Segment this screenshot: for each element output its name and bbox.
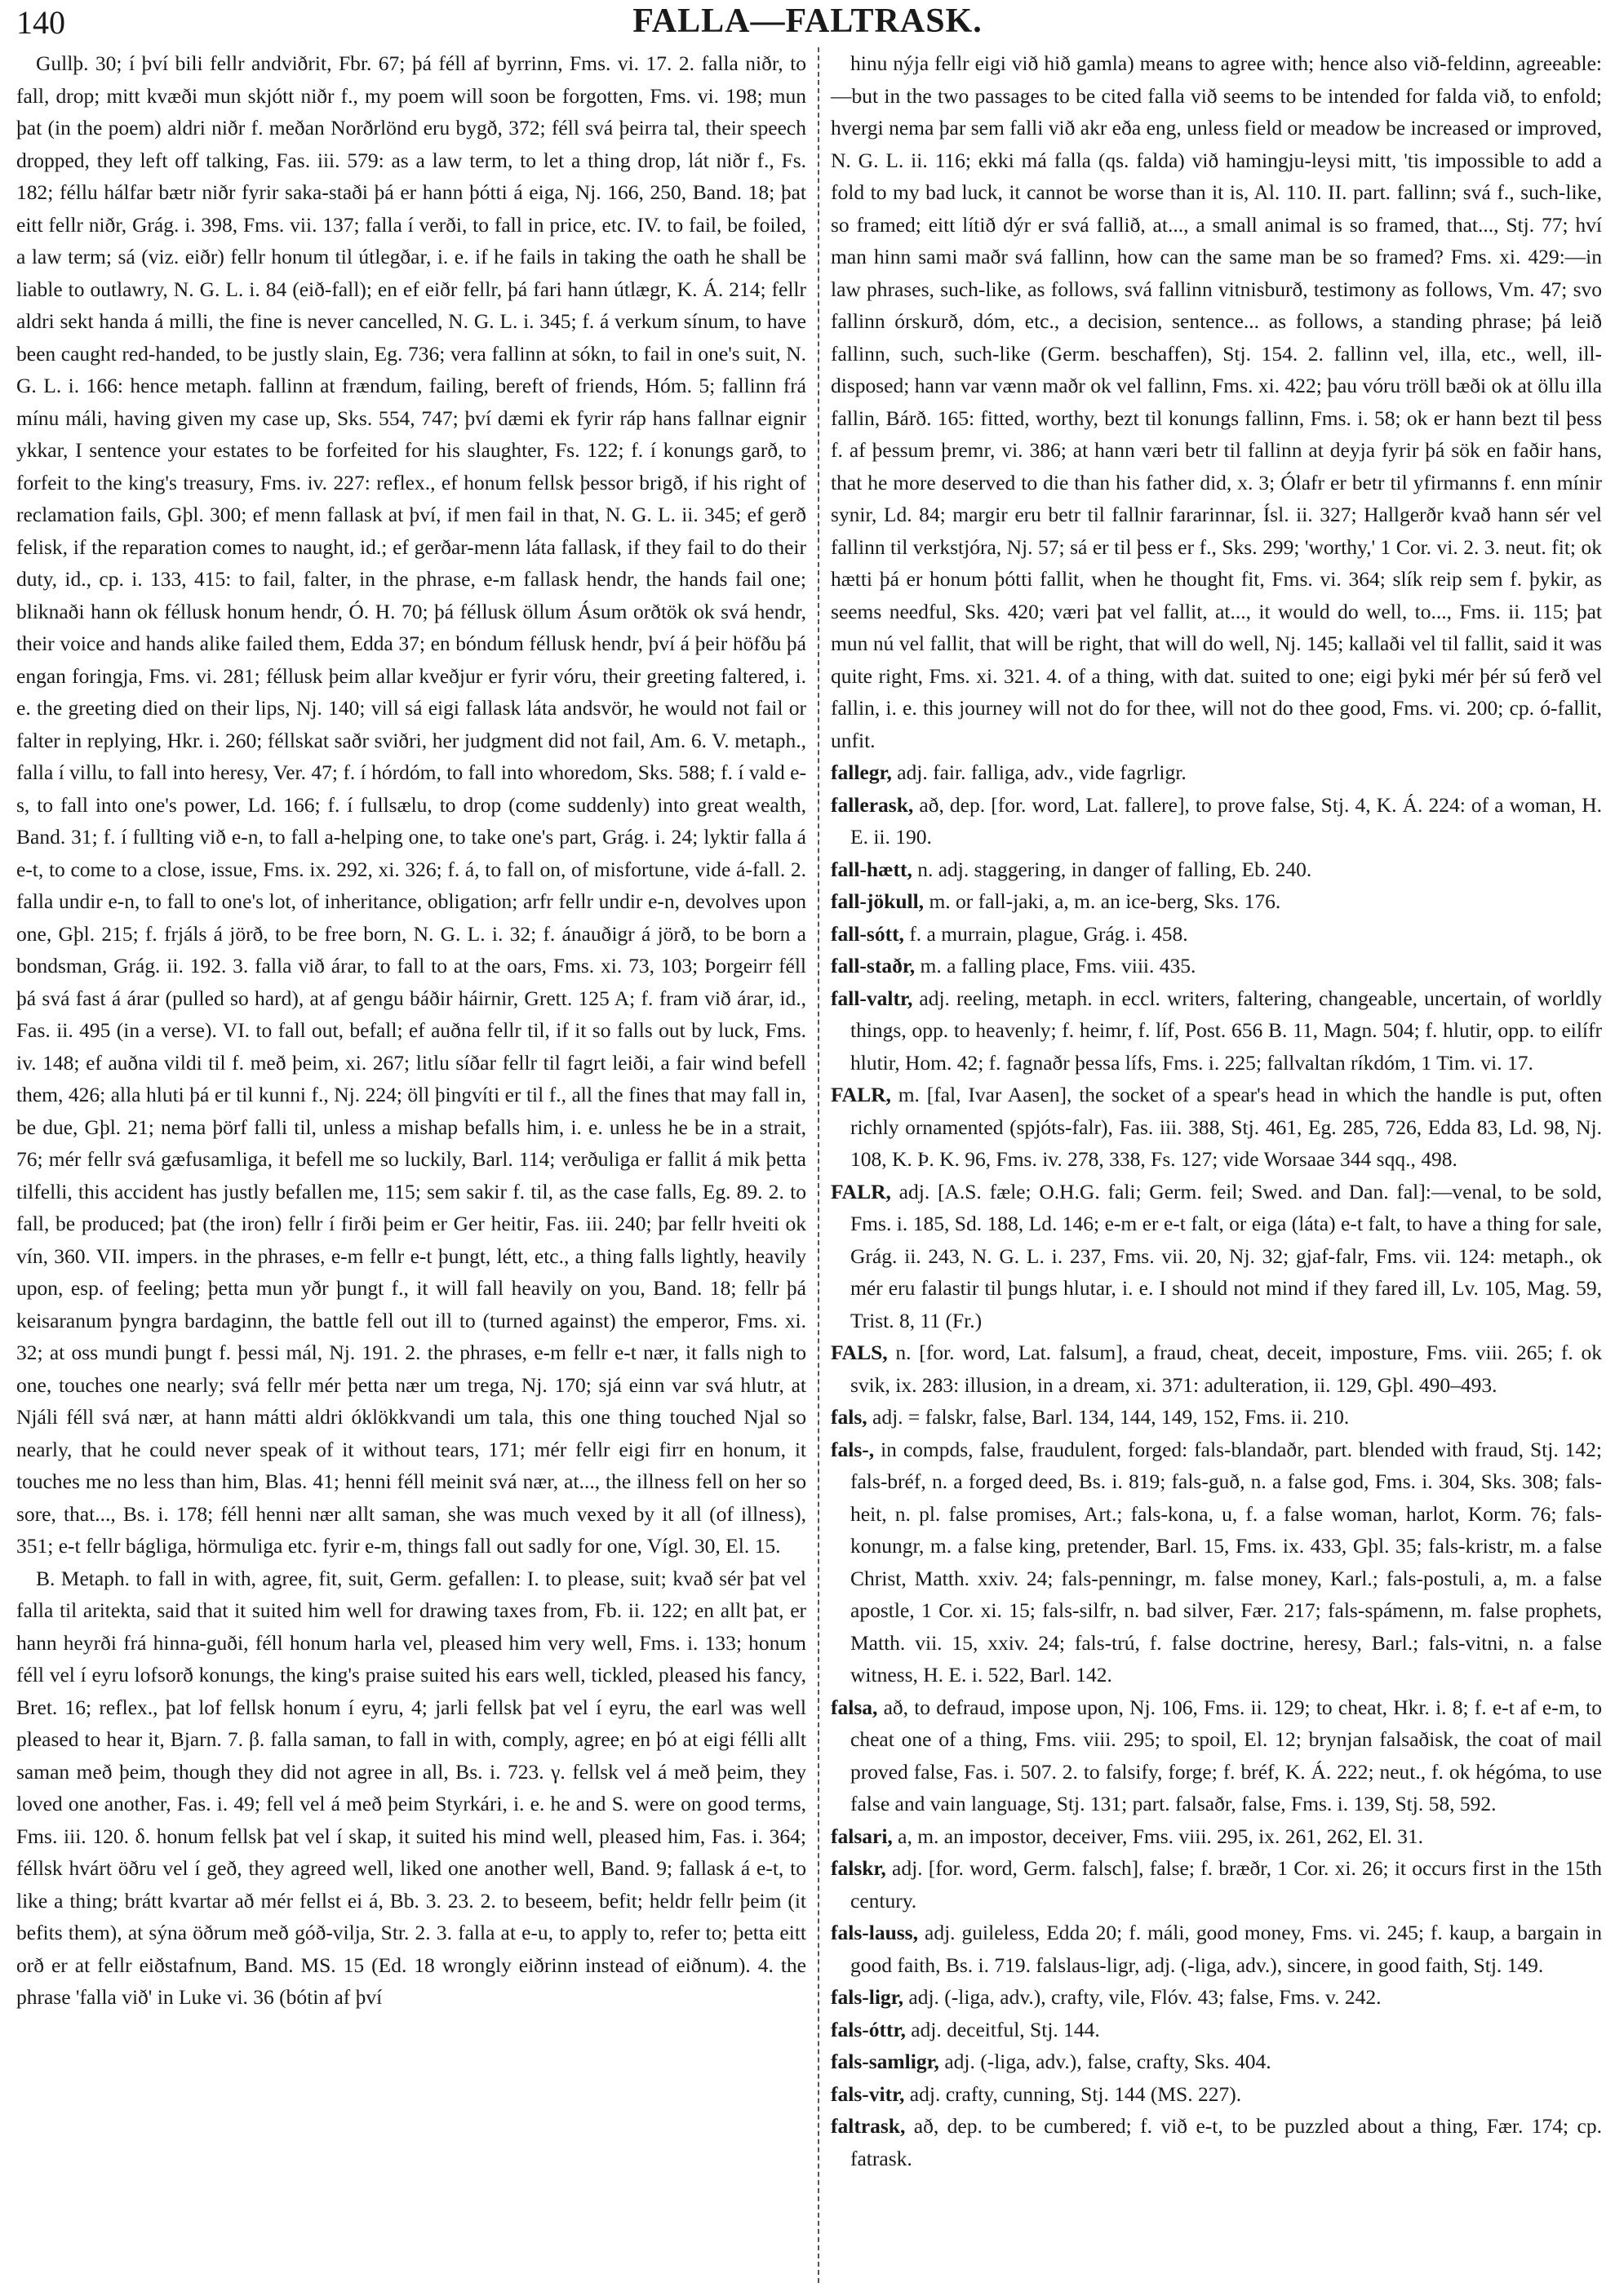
definition: að, dep. to be cumbered; f. við e-t, to be puzzled about a thing, Fær. 174; cp. fatrask. bbox=[850, 2114, 1602, 2170]
headword: falsa, bbox=[831, 1695, 878, 1719]
definition: adj. crafty, cunning, Stj. 144 (MS. 227). bbox=[904, 2081, 1242, 2106]
definition: adj. (-liga, adv.), false, crafty, Sks. 404. bbox=[938, 2050, 1271, 2073]
headword: fals-vitr, bbox=[831, 2081, 905, 2106]
definition: m. [fal, Ivar Aasen], the socket of a spear's head in which the handle is put, often richly ornamented (spjóts-falr), Fas. iii. 388, Stj. 461, Eg. 285, 726, Edda 83, Ld. 98, Nj. 108, K. Þ. K. 96, Fms. iv. 278, 338, Fs. 127; vide Worsaae 344 sqq., 498. bbox=[850, 1083, 1602, 1171]
dictionary-entry bbox=[831, 2046, 1602, 2078]
dictionary-entry bbox=[831, 1917, 1602, 1981]
definition: adj. = falskr, false, Barl. 134, 144, 149, 152, Fms. ii. 210. bbox=[867, 1405, 1350, 1429]
dictionary-entry bbox=[831, 2110, 1602, 2174]
headword: fals-lauss, bbox=[831, 1921, 918, 1944]
headword: FALR, bbox=[831, 1179, 891, 1203]
dictionary-entry bbox=[831, 885, 1602, 918]
definition: að, dep. [for. word, Lat. fallere], to prove false, Stj. 4, K. Á. 224: of a woman, H. E. ii. 190. bbox=[850, 792, 1602, 849]
headword: fall-valtr, bbox=[831, 986, 913, 1010]
dictionary-entry bbox=[831, 950, 1602, 982]
dictionary-entry bbox=[831, 2014, 1602, 2046]
definition: adj. fair. falliga, adv., vide fagrligr. bbox=[891, 760, 1187, 784]
entry-text: B. Metaph. to fall in with, agree, fit, suit, Germ. gefallen: I. to please, suit; kvað sér þat vel falla til aritekta, said that it suited him well for drawing taxes from, Fb. ii. 122; en allt þat, er hann heyrði frá hinna-guði, féll honum harla vel, pleased him very well, Fms. i. 133; honum féll vel í eyru lofsorð konungs, the king's praise suited his ears well, tickled, pleased his fancy, Bret. 16; reflex., þat lof fellsk honum í eyru, 4; jarli fellsk þat vel í eyru, the earl was well pleased to hear it, Bjarn. 7. β. falla saman, to fall in with, comply, agree; en þó at eigi félli allt saman með þeim, though they did not agree in all, Bs. i. 723. γ. fellsk vel á með þeim, they loved one another, Fas. i. 49; fell vel á með þeim Styrkári, i. e. he and S. were on good terms, Fms. iii. 120. δ. honum fellsk þat vel í skap, it suited his mind well, pleased him, Fas. i. 364; féllsk hvárt öðru vel í geð, they agreed well, liked one another well, Band. 9; fallask á e-t, to like a thing; brátt kvartar að mér fellst ei á, Bb. 3. 23. 2. to beseem, befit; heldr fellr þeim (it befits them), at sýna öðrum með góð-vilja, Str. 2. 3. falla at e-u, to apply to, refer to; þetta eitt orð er at fellr eiðstafnum, Band. MS. 15 (Ed. 18 wrongly eiðrinn instead of eiðnum). 4. the phrase 'falla við' in Luke vi. 36 (bótin af því bbox=[16, 1566, 806, 2009]
definition: adj. deceitful, Stj. 144. bbox=[905, 2017, 1100, 2041]
headword: faltrask, bbox=[831, 2114, 906, 2138]
headword: falskr, bbox=[831, 1856, 886, 1880]
dictionary-entry bbox=[831, 1852, 1602, 1917]
headword: fall-sótt, bbox=[831, 921, 904, 946]
headword: fall-staðr, bbox=[831, 954, 916, 977]
dictionary-entry bbox=[831, 1434, 1602, 1691]
definition: n. adj. staggering, in danger of falling, Eb. 240. bbox=[912, 857, 1312, 881]
definition: n. [for. word, Lat. falsum], a fraud, cheat, deceit, imposture, Fms. viii. 265; f. ok svik, ix. 283: illusion, in a dream, xi. 371: adulteration, ii. 129, Gþl. 490–493. bbox=[850, 1341, 1602, 1397]
definition: adj. [A.S. fæle; O.H.G. fali; Germ. feil; Swed. and Dan. fal]:—venal, to be sold, Fms. i. 185, Sd. 188, Ld. 146; e-m er e-t falt, or eiga (láta) e-t falt, to have a thing for sale, Grág. ii. 243, N. G. L. i. 237, Fms. vii. 20, Nj. 32; gjaf-falr, Fms. vii. 124: metaph., ok mér eru falastir til þungs hlutar, i. e. I should not mind if they fared ill, Lv. 105, Mag. 59, Trist. 8, 11 (Fr.) bbox=[850, 1179, 1602, 1332]
headword: fals-, bbox=[831, 1437, 875, 1461]
dictionary-entry bbox=[831, 1176, 1602, 1337]
page-number: 140 bbox=[16, 4, 65, 41]
dictionary-entry bbox=[831, 918, 1602, 951]
dictionary-entry bbox=[831, 1401, 1602, 1434]
right-column bbox=[831, 47, 1602, 2174]
headword: fall-jökull, bbox=[831, 889, 925, 913]
dictionary-entry bbox=[831, 756, 1602, 789]
entry-list bbox=[831, 756, 1602, 2174]
definition: m. a falling place, Fms. viii. 435. bbox=[915, 954, 1196, 977]
dictionary-entry bbox=[831, 853, 1602, 886]
definition: f. a murrain, plague, Grág. i. 458. bbox=[903, 921, 1188, 946]
definition: að, to defraud, impose upon, Nj. 106, Fms. ii. 129; to cheat, Hkr. i. 8; f. e-t af e-m, to cheat one of a thing, Fms. viii. 295; to spoil, El. 12; brynjan falsaðisk, the coat of mail proved false, Fas. i. 507. 2. to falsify, forge; f. bréf, K. Á. 222; neut., f. ok hégóma, to use false and vain language, Stj. 131; part. falsaðr, false, Fms. i. 139, Stj. 58, 592. bbox=[850, 1695, 1602, 1815]
definition: adj. reeling, metaph. in eccl. writers, faltering, changeable, uncertain, of worldly things, opp. to heavenly; f. heimr, f. líf, Post. 656 B. 11, Magn. 504; f. hlutir, opp. to eilífr hlutir, Hom. 42; f. fagnaðr þessa lífs, Fms. i. 225; fallvaltan ríkdóm, 1 Tim. vi. 17. bbox=[850, 986, 1602, 1075]
definition: adj. guileless, Edda 20; f. máli, good money, Fms. vi. 245; f. kaup, a bargain in good faith, Bs. i. 719. falslaus-ligr, adj. (-liga, adv.), sincere, in good faith, Stj. 149. bbox=[850, 1921, 1602, 1977]
headword: fallegr, bbox=[831, 760, 892, 784]
dictionary-entry bbox=[831, 1079, 1602, 1176]
headword: FALS, bbox=[831, 1341, 888, 1364]
left-column bbox=[16, 47, 806, 2014]
headword: fall-hætt, bbox=[831, 857, 912, 881]
headword: fals, bbox=[831, 1405, 867, 1429]
running-header: FALLA—FALTRASK. bbox=[632, 2, 983, 40]
dictionary-entry bbox=[831, 982, 1602, 1079]
dictionary-entry bbox=[831, 2078, 1602, 2111]
headword: falsari, bbox=[831, 1824, 893, 1848]
entry-text: hinu nýja fellr eigi við hið gamla) means to agree with; hence also við-feldinn, agreeable:—but in the two passages to be cited falla við seems to be intended for falda við, to enfold; hvergi nema þar sem falli við akr eða eng, unless field or meadow be increased or improved, N. G. L. ii. 116; ekki má falla (qs. falda) við hamingju-leysi mitt, 'tis impossible to add a fold to my bad luck, it cannot be worse than it is, Al. 110. II. part. fallinn; svá f., such-like, so framed; eitt lítið dýr er svá fallið, at..., a small animal is so framed, that..., Stj. 77; hví man hinn sami maðr svá fallinn, how can the same man be so framed? Fms. xi. 429:—in law phrases, such-like, as follows, svá fallinn vitnisburð, testimony as follows, Vm. 47; svo fallinn órskurð, dóm, etc., a decision, sentence... as follows, a standing phrase; þá leið fallinn, such, such-like (Germ. beschaffen), Stj. 154. 2. fallinn vel, illa, etc., well, ill-disposed; hann var vænn maðr ok vel fallinn, Fms. xi. 422; þau vóru tröll bæði ok at öllu illa fallin, Bárð. 165: fitted, worthy, bezt til konungs fallinn, Fms. i. 58; ok er hann bezt til þess f. af þessum þremr, vi. 386; at hann væri betr til fallinn at deyja fyrir þá sök en faðir hans, that he more deserved to die than his father did, x. 3; Ólafr er betr til yfirmanns f. enn mínir synir, Ld. 84; margir eru betr til fallnir fararinnar, Ísl. ii. 327; Hallgerðr kvað hann sér vel fallinn til verkstjóra, Nj. 57; sá er til þess er f., Sks. 299; 'worthy,' 1 Cor. vi. 2. 3. neut. fit; ok hætti þá er honum þótti fallit, when he thought fit, Fms. vi. 364; slík reip sem f. þykir, as seems needful, Sks. 420; væri þat vel fallit, at..., it would do well, to..., Fms. ii. 115; þat mun nú vel fallit, that will be right, that will do well, Nj. 145; kallaði vel til fallit, said it was quite right, Fms. xi. 321. 4. of a thing, with dat. suited to one; eigi þyki mér þér sú ferð vel fallin, i. e. this journey will not do for thee, will not do thee good, Fms. vi. 200; cp. ó-fallit, unfit. bbox=[831, 51, 1602, 752]
definition: a, m. an impostor, deceiver, Fms. viii. 295, ix. 261, 262, El. 31. bbox=[892, 1824, 1424, 1848]
definition: m. or fall-jaki, a, m. an ice-berg, Sks. 176. bbox=[924, 889, 1281, 913]
definition: adj. (-liga, adv.), crafty, vile, Flóv. 43; false, Fms. v. 242. bbox=[903, 1985, 1382, 2009]
headword: fals-óttr, bbox=[831, 2017, 906, 2041]
dictionary-entry bbox=[831, 1336, 1602, 1401]
headword: fallerask, bbox=[831, 792, 914, 817]
headword: fals-samligr, bbox=[831, 2050, 939, 2073]
entry-text: Gullþ. 30; í því bili fellr andviðrit, Fbr. 67; þá féll af byrrinn, Fms. vi. 17. 2. falla niðr, to fall, drop; mitt kvæði mun skjótt niðr f., my poem will soon be forgotten, Fms. vi. 198; mun þat (in the poem) aldri niðr f. meðan Norðrlönd eru bygð, 372; féll svá þeirra tal, their speech dropped, they left off talking, Fas. iii. 579: as a law term, to let a thing drop, lát niðr f., Fs. 182; féllu hálfar bætr niðr fyrir saka-staði þá er hann þótti á eiga, Nj. 166, 250, Band. 18; þat eitt fellr niðr, Grág. i. 398, Fms. vii. 137; falla í verði, to fall in price, etc. IV. to fail, be foiled, a law term; sá (viz. eiðr) fellr honum til útlegðar, i. e. if he fails in taking the oath he shall be liable to outlawry, N. G. L. i. 84 (eið-fall); en ef eiðr fellr, þá fari hann útlægr, K. Á. 214; fellr aldri sekt handa á milli, the fine is never cancelled, N. G. L. i. 345; f. á verkum sínum, to have been caught red-handed, to be justly slain, Eg. 736; vera fallinn at sókn, to fail in one's suit, N. G. L. i. 166: hence metaph. fallinn at frændum, failing, bereft of friends, Hóm. 5; fallinn frá mínu máli, having given my case up, Sks. 554, 747; því dæmi ek fyrir ráp hans fallnar eignir ykkar, I sentence your estates to be forfeited for his slaughter, Fs. 122; f. í konungs garð, to forfeit to the king's treasury, Fms. iv. 227: reflex., ef honum fellsk þessor brigð, if his right of reclamation fails, Gþl. 300; ef menn fallask at því, if men fail in that, N. G. L. ii. 345; ef gerð felisk, if the reparation comes to naught, id.; ef gerðar-menn láta fallask, if they fail to do their duty, id., cp. i. 133, 415: to fail, falter, in the phrase, e-m fallask hendr, the hands fail one; bliknaði hann ok féllusk honum hendr, Ó. H. 70; þá féllusk öllum Ásum orðtök ok svá hendr, their voice and hands alike failed them, Edda 37; en bóndum féllusk hendr, því á þeir höfðu þá engan foringja, Fms. vi. 281; féllusk þeim allar kveðjur er fyrir vóru, their greeting faltered, i. e. the greeting died on their lips, Nj. 140; vill sá eigi fallask láta andsvör, he would not fail or falter in replying, Hkr. i. 260; féllskat saðr sviðri, her judgment did not fail, Am. 6. V. metaph., falla í villu, to fall into heresy, Ver. 47; f. í hórdóm, to fall into whoredom, Sks. 588; f. í vald e-s, to fall into one's power, Ld. 166; f. í fullsælu, to drop (come suddenly) into great wealth, Band. 31; f. í fullting við e-n, to fall a-helping one, to take one's part, Grág. i. 24; lyktir falla á e-t, to come to a close, issue, Fms. ix. 292, xi. 326; f. á, to fall on, of misfortune, vide á-fall. 2. falla undir e-n, to fall to one's lot, of inheritance, obligation; arfr fellr undir e-n, devolves upon one, Gþl. 215; f. frjáls á jörð, to be free born, N. G. L. i. 32; f. ánauðigr á jörð, to be born a bondsman, Grág. ii. 192. 3. falla við árar, to fall to at the oars, Fms. xi. 73, 103; Þorgeirr féll þá svá fast á árar (pulled so hard), at af gengu báðir háirnir, Grett. 125 A; f. fram við árar, id., Fas. ii. 495 (in a verse). VI. to fall out, befall; ef auðna fellr til, if it so falls out by luck, Fms. iv. 148; ef auðna vildi til f. með þeim, xi. 267; litlu síðar fellr til fagrt leiði, a fair wind befell them, 426; alla hluti þá er til kunni f., Nj. 224; öll þingvíti er til f., all the fines that may fall in, be due, Gþl. 21; nema þörf falli til, unless a mishap befalls him, i. e. unless he be in a strait, 76; mér fellr svá gæfusamliga, it befell me so luckily, Barl. 114; verðuliga er fallit á mik þetta tilfelli, this accident has justly befallen me, 115; sem sakir f. til, as the case falls, Eg. 89. 2. to fall, be produced; þat (the iron) fellr í firði þeim er Ger heitir, Fas. iii. 240; þar fellr hveiti ok vín, 360. VII. impers. in the phrases, e-m fellr e-t þungt, létt, etc., a thing falls lightly, heavily upon, esp. of feeling; þetta mun yðr þungt f., it will fall heavily on you, Band. 18; fellr þá keisaranum þyngra bardaginn, the battle fell out ill to (turned against) the emperor, Fms. xi. 32; at oss mundi þungt f. þessi mál, Nj. 191. 2. the phrases, e-m fellr e-t nær, it falls nigh to one, touches one nearly; svá fellr mér þetta nær um trega, Nj. 170; sjá einn var svá hlutr, at Njáli féll svá nær, at hann mátti aldri óklökkvandi um tala, this one thing touched Njal so nearly, that he could never speak of it without tears, 171; mér fellr eigi firr en honum, it touches me no less than him, Blas. 41; henni féll meinit svá nær, at..., the illness fell on her so sore, that..., Bs. i. 178; féll henni nær allt saman, she was much vexed by it all (of illness), 351; e-t fellr bágliga, hörmuliga etc. fyrir e-m, things fall out sadly for one, Vígl. 30, El. 15. bbox=[16, 51, 806, 1558]
definition: in compds, false, fraudulent, forged: fals-blandaðr, part. blended with fraud, Stj. 142; fals-bréf, n. a forged deed, Bs. i. 819; fals-guð, n. a false god, Fms. i. 304, Sks. 308; fals-heit, n. pl. false promises, Art.; fals-kona, u, f. a false woman, harlot, Korm. 76; fals-konungr, m. a false king, pretender, Barl. 15, Fms. ix. 433, Gþl. 35; fals-kristr, m. a false Christ, Matth. xxiv. 24; fals-penningr, m. false money, Karl.; fals-postuli, a, m. a false apostle, 1 Cor. xi. 15; fals-silfr, n. bad silver, Fær. 217; fals-spámenn, m. false prophets, Matth. vii. 15, xxiv. 24; fals-trú, f. false doctrine, heresy, Barl.; fals-vitni, n. a false witness, H. E. i. 522, Barl. 142. bbox=[850, 1437, 1602, 1687]
headword: fals-ligr, bbox=[831, 1985, 904, 2009]
column-divider bbox=[818, 47, 819, 2283]
dictionary-entry bbox=[831, 1691, 1602, 1820]
definition: adj. [for. word, Germ. falsch], false; f. bræðr, 1 Cor. xi. 26; it occurs first in the 15th century. bbox=[850, 1856, 1602, 1913]
headword: FALR, bbox=[831, 1083, 891, 1106]
dictionary-entry bbox=[831, 1820, 1602, 1853]
dictionary-entry bbox=[831, 789, 1602, 853]
dictionary-entry bbox=[831, 1981, 1602, 2014]
